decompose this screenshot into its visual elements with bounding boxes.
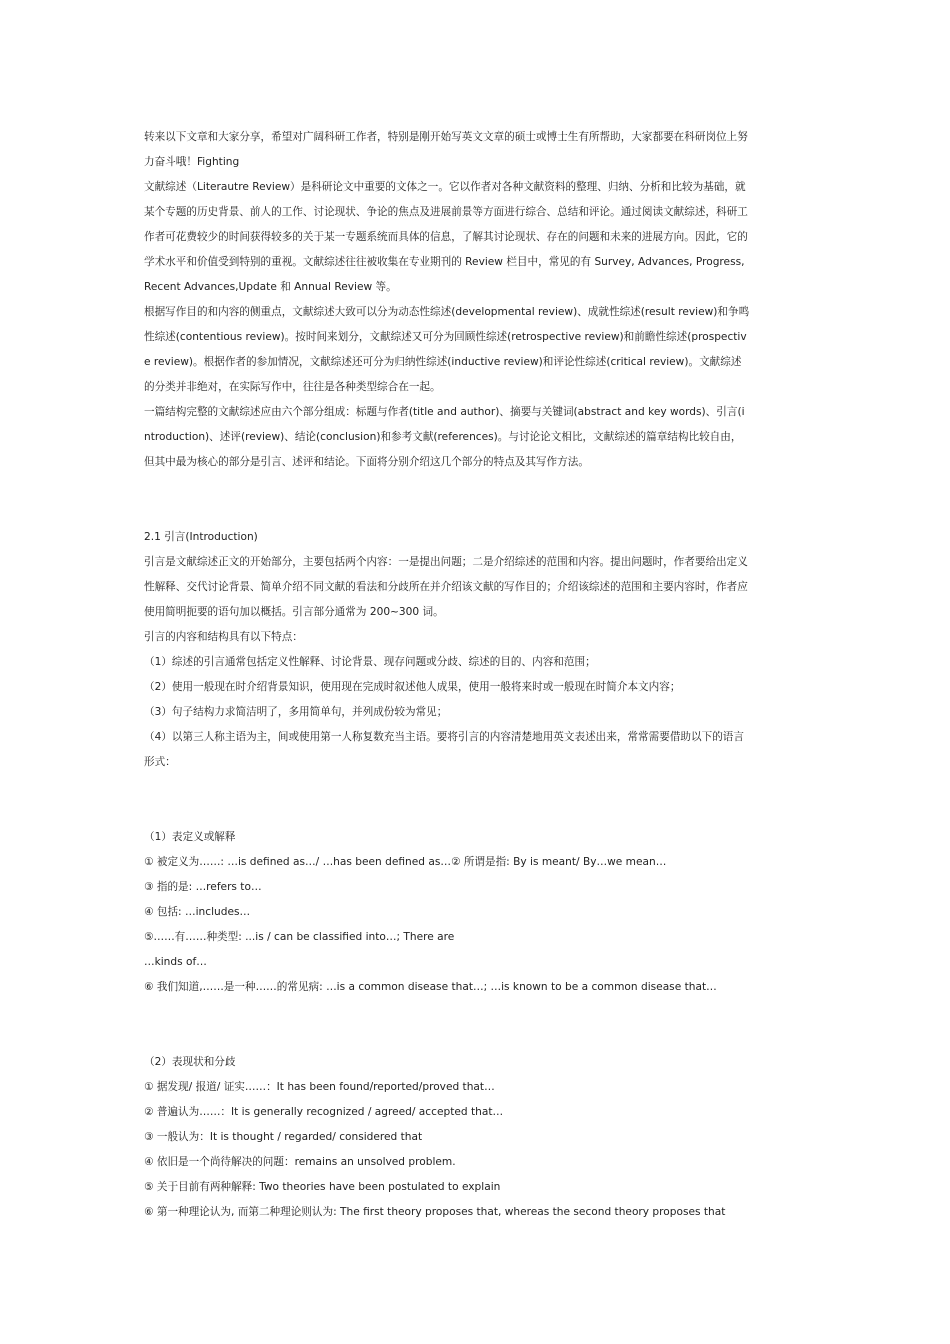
feature-item-2: （2）使用一般现在时介绍背景知识，使用现在完成时叙述他人成果，使用一般将来时或一般现在时简介本文内容； [144, 681, 681, 693]
intro-paragraph-1: 转来以下文章和大家分享，希望对广阔科研工作者，特别是刚开始写英文文章的硕士或博士生有所帮助，大家都要在科研岗位上努力奋斗哦！Fighting [144, 131, 748, 168]
phrase-line: ③ 指的是: …refers to… [144, 881, 262, 893]
phrase-line: ⑤……有……种类型: ...is / can be classified into…; There are [144, 931, 455, 943]
phrase-line: ⑥ 第一种理论认为, 而第二种理论则认为: The first theory proposes that, whereas the second theory proposes that [144, 1206, 726, 1218]
feature-item-3: （3）句子结构力求简洁明了，多用简单句，并列成份较为常见； [144, 706, 448, 718]
intro-paragraph-4: 一篇结构完整的文献综述应由六个部分组成：标题与作者(title and author)、摘要与关键词(abstract and key words)、引言(introduction)、述评(review)、结论(conclusion)和参考文献(references)。与讨论论文相比，文献综述的篇章结构比较自由，但其中最为核心的部分是引言、述评和结论。下面将分别介绍这几个部分的特点及其写作方法。 [144, 406, 745, 468]
group-title-status: （2）表现状和分歧 [144, 1056, 236, 1068]
feature-item-1: （1）综述的引言通常包括定义性解释、讨论背景、现存问题或分歧、综述的目的、内容和范围； [144, 656, 596, 668]
section-paragraph-1: 引言是文献综述正文的开始部分，主要包括两个内容：一是提出问题；二是介绍综述的范围和内容。提出问题时，作者要给出定义性解释、交代讨论背景、简单介绍不同文献的看法和分歧所在并介绍该文献的写作目的；介绍该综述的范围和主要内容时，作者应使用简明扼要的语句加以概括。引言部分通常为 200~300 词。 [144, 556, 748, 618]
phrase-line: ② 普遍认为……：It is generally recognized / agreed/ accepted that… [144, 1106, 504, 1118]
phrase-line: ④ 依旧是一个尚待解决的问题：remains an unsolved problem. [144, 1156, 456, 1168]
phrase-line: ① 被定义为……: …is defined as…/ …has been defined as…② 所谓是指: By is meant/ By…we mean… [144, 856, 667, 868]
feature-item-4: （4）以第三人称主语为主，间或使用第一人称复数充当主语。要将引言的内容清楚地用英文表述出来，常常需要借助以下的语言形式： [144, 731, 744, 768]
phrase-line: …kinds of… [144, 956, 207, 968]
section-heading: 2.1 引言(Introduction) [144, 531, 258, 543]
document-page [144, 125, 750, 1225]
intro-paragraph-2: 文献综述（Literautre Review）是科研论文中重要的文体之一。它以作者对各种文献资料的整理、归纳、分析和比较为基础，就某个专题的历史背景、前人的工作、讨论现状、争论的焦点及进展前景等方面进行综合、总结和评论。通过阅读文献综述，科研工作者可花费较少的时间获得较多的关于某一专题系统而具体的信息，了解其讨论现状、存在的问题和未来的进展方向。因此，它的学术水平和价值受到特别的重视。文献综述往往被收集在专业期刊的 Review 栏目中，常见的有 Survey, Advances, Progress, Recent Advances,Update 和 Annual Review 等。 [144, 181, 748, 293]
group-spacer [144, 775, 750, 825]
section-paragraph-2: 引言的内容和结构具有以下特点： [144, 631, 303, 643]
group-title-definition: （1）表定义或解释 [144, 831, 236, 843]
intro-paragraph-3: 根据写作目的和内容的侧重点，文献综述大致可以分为动态性综述(developmental review)、成就性综述(result review)和争鸣性综述(contentious review)。按时间来划分，文献综述又可分为回顾性综述(retrospective review)和前瞻性综述(prospective review)。根据作者的参加情况，文献综述还可分为归纳性综述(inductive review)和评论性综述(critical review)。文献综述的分类并非绝对，在实际写作中，往往是各种类型综合在一起。 [144, 306, 750, 393]
phrase-line: ⑥ 我们知道,……是一种……的常见病: …is a common disease that…; …is known to be a common disease that… [144, 981, 717, 993]
phrase-line: ④ 包括: …includes… [144, 906, 251, 918]
group-spacer [144, 1000, 750, 1050]
section-spacer [144, 475, 750, 525]
phrase-line: ① 据发现/ 报道/ 证实……：It has been found/reported/proved that… [144, 1081, 495, 1093]
phrase-line: ③ 一般认为：It is thought / regarded/ considered that [144, 1131, 423, 1143]
phrase-line: ⑤ 关于目前有两种解释: Two theories have been postulated to explain [144, 1181, 501, 1193]
